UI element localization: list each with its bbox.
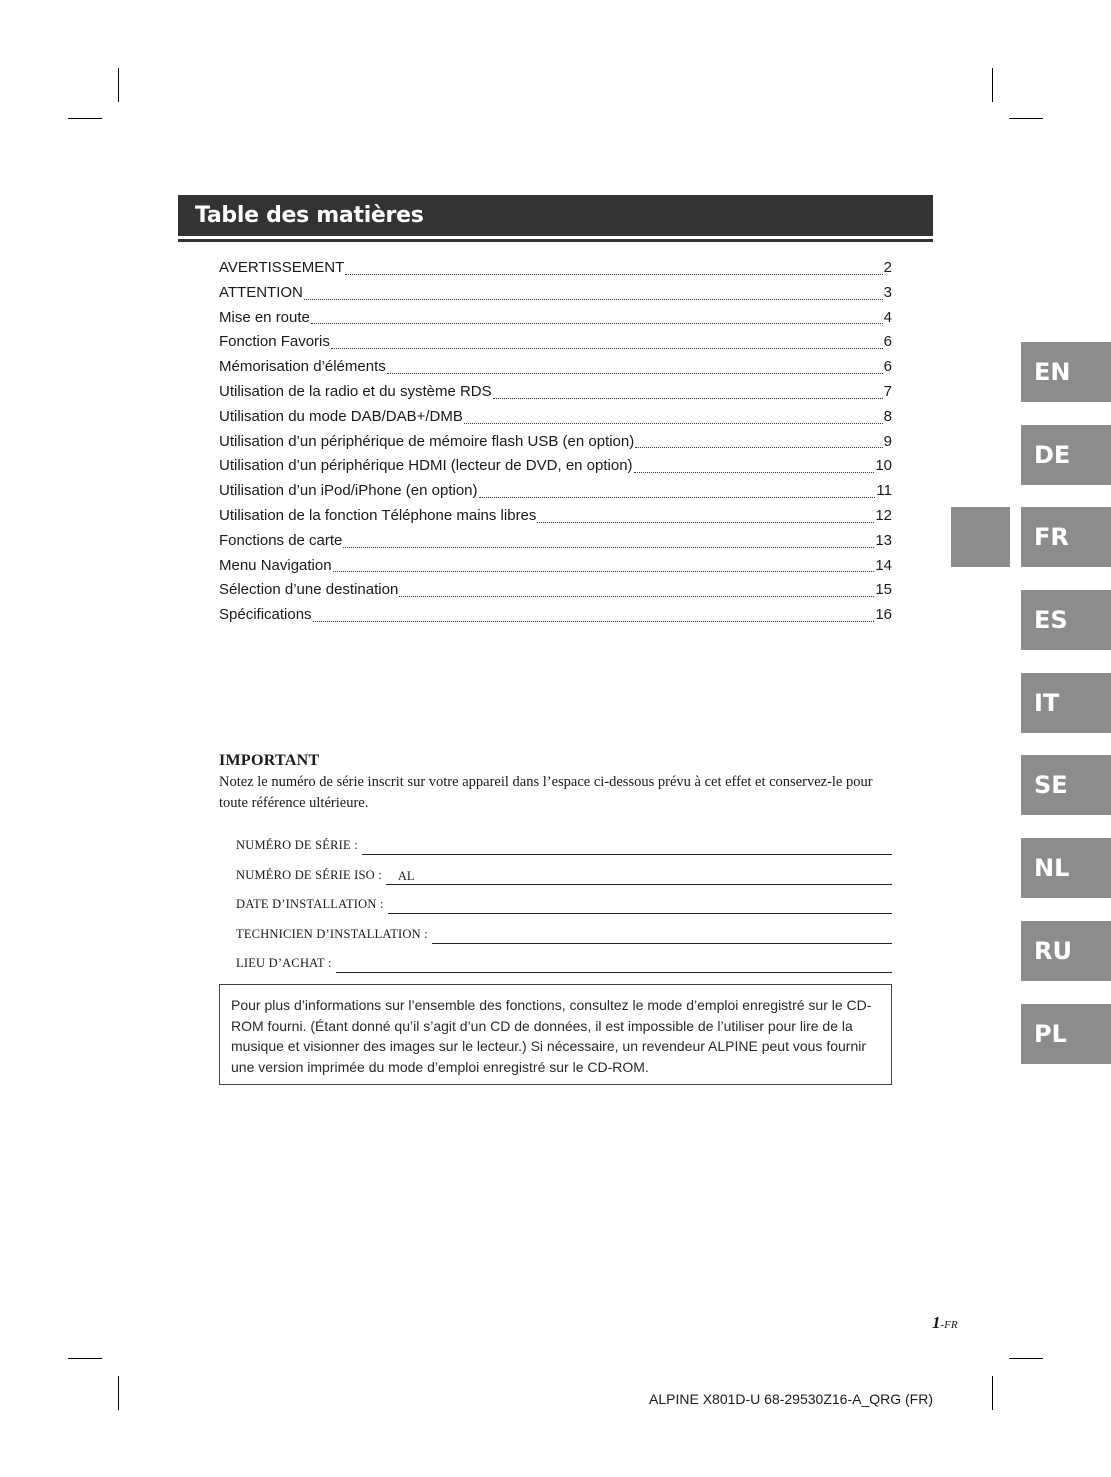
toc-entry-label: Utilisation d’un périphérique HDMI (lecteur de DVD, en option)	[219, 457, 633, 475]
toc-entry-label: Spécifications	[219, 606, 312, 624]
toc-entry[interactable]	[219, 504, 892, 529]
toc-entry[interactable]	[219, 430, 892, 455]
toc-entry-page: 4	[883, 308, 892, 326]
toc-entry-label: Menu Navigation	[219, 556, 332, 574]
page-number	[932, 1313, 958, 1333]
field-write-line[interactable]	[362, 839, 892, 855]
language-tab-ru[interactable]: RU	[1021, 921, 1111, 981]
toc-entry-label: Utilisation de la fonction Téléphone mains libres	[219, 506, 537, 524]
important-section	[219, 752, 892, 814]
toc-leader-dots	[464, 422, 883, 424]
toc-entry[interactable]	[219, 405, 892, 430]
toc-leader-dots	[345, 273, 882, 275]
table-of-contents	[219, 256, 892, 628]
toc-leader-dots	[537, 521, 874, 523]
title-underline	[178, 239, 933, 242]
toc-entry-label: Utilisation d’un iPod/iPhone (en option)	[219, 482, 478, 500]
toc-entry-page: 13	[875, 531, 892, 549]
toc-entry[interactable]	[219, 281, 892, 306]
toc-entry-page: 12	[875, 506, 892, 524]
toc-entry-page: 11	[876, 482, 892, 500]
toc-leader-dots	[399, 595, 874, 597]
language-tab-nl[interactable]: NL	[1021, 838, 1111, 898]
toc-entry[interactable]	[219, 454, 892, 479]
toc-entry-page: 10	[875, 457, 892, 475]
important-heading: IMPORTANT	[219, 752, 320, 769]
crop-mark	[1009, 1358, 1043, 1359]
language-tab-it[interactable]: IT	[1021, 673, 1111, 733]
toc-leader-dots	[493, 397, 883, 399]
toc-leader-dots	[387, 372, 883, 374]
toc-leader-dots	[333, 570, 875, 572]
language-tab-en[interactable]: EN	[1021, 342, 1111, 402]
language-tab-de[interactable]: DE	[1021, 425, 1111, 485]
crop-mark	[68, 118, 102, 119]
toc-entry[interactable]	[219, 256, 892, 281]
field-label: NUMÉRO DE SÉRIE ISO :	[236, 867, 382, 882]
toc-entry-label: Mise en route	[219, 308, 310, 326]
crop-mark	[992, 1376, 993, 1410]
toc-leader-dots	[635, 446, 882, 448]
language-tab-pl[interactable]: PL	[1021, 1004, 1111, 1064]
language-tab-se[interactable]: SE	[1021, 755, 1111, 815]
current-language-marker	[951, 507, 1010, 567]
field-write-line[interactable]: AL	[386, 869, 892, 885]
page-number-value: 1	[932, 1313, 941, 1332]
toc-entry[interactable]	[219, 306, 892, 331]
registration-field	[236, 855, 892, 884]
crop-mark	[1009, 118, 1043, 119]
toc-entry-page: 14	[875, 556, 892, 574]
crop-mark	[68, 1358, 102, 1359]
toc-entry-label: Utilisation de la radio et du système RDS	[219, 382, 492, 400]
toc-entry[interactable]	[219, 603, 892, 628]
field-write-line[interactable]	[336, 957, 892, 973]
toc-leader-dots	[634, 471, 875, 473]
toc-entry[interactable]	[219, 380, 892, 405]
toc-entry-page: 8	[883, 407, 892, 425]
toc-title-bar	[178, 195, 933, 236]
crop-mark	[992, 68, 993, 102]
info-box: Pour plus d’informations sur l’ensemble des fonctions, consultez le mode d’emploi enregistré sur le CD-ROM fourni. (Étant donné qu’il s’agit d’un CD de données, il est impossible de l’utiliser pour lire de la musique et visionner des images sur le lecteur.) Si nécessaire, un revendeur ALPINE peut vous fournir une version imprimée du mode d’emploi enregistré sur le CD-ROM.	[219, 984, 892, 1085]
toc-entry-page: 7	[883, 382, 892, 400]
field-label: LIEU D’ACHAT :	[236, 955, 332, 970]
toc-entry[interactable]	[219, 554, 892, 579]
field-label: NUMÉRO DE SÉRIE :	[236, 838, 358, 853]
field-label: DATE D’INSTALLATION :	[236, 897, 384, 912]
page-title: Table des matières	[195, 203, 424, 228]
toc-entry-label: Fonctions de carte	[219, 531, 343, 549]
toc-entry-page: 3	[883, 283, 892, 301]
registration-field	[236, 944, 892, 973]
toc-leader-dots	[311, 322, 883, 324]
toc-entry-page: 16	[875, 606, 892, 624]
toc-entry-label: AVERTISSEMENT	[219, 259, 345, 276]
toc-entry[interactable]	[219, 355, 892, 380]
toc-entry-page: 6	[883, 333, 892, 351]
toc-entry[interactable]	[219, 529, 892, 554]
page-number-suffix: -FR	[940, 1319, 958, 1331]
toc-entry-page: 9	[883, 432, 892, 450]
toc-entry[interactable]	[219, 479, 892, 504]
toc-entry-label: Sélection d’une destination	[219, 581, 399, 599]
toc-entry-label: ATTENTION	[219, 283, 303, 301]
toc-entry-page: 15	[875, 581, 892, 599]
registration-fields	[236, 826, 892, 973]
toc-entry-label: Utilisation d’un périphérique de mémoire flash USB (en option)	[219, 432, 635, 450]
important-text: Notez le numéro de série inscrit sur votre appareil dans l’espace ci-dessous prévu à cet effet et conservez-le pour toute référence ultérieure.	[219, 774, 873, 811]
toc-entry-page: 6	[883, 358, 892, 376]
field-write-line[interactable]	[432, 928, 892, 944]
toc-entry-label: Utilisation du mode DAB/DAB+/DMB	[219, 407, 463, 425]
toc-leader-dots	[331, 347, 883, 349]
toc-entry-label: Fonction Favoris	[219, 333, 330, 351]
toc-entry-label: Mémorisation d’éléments	[219, 358, 386, 376]
toc-entry[interactable]	[219, 330, 892, 355]
registration-field	[236, 914, 892, 943]
toc-leader-dots	[304, 298, 883, 300]
registration-field	[236, 826, 892, 855]
language-tab-es[interactable]: ES	[1021, 590, 1111, 650]
footer-reference: ALPINE X801D-U 68-29530Z16-A_QRG (FR)	[649, 1391, 933, 1407]
toc-entry-page: 2	[883, 259, 892, 276]
field-write-line[interactable]	[388, 898, 892, 914]
toc-leader-dots	[343, 546, 874, 548]
crop-mark	[118, 68, 119, 102]
field-label: TECHNICIEN D’INSTALLATION :	[236, 926, 428, 941]
crop-mark	[118, 1376, 119, 1410]
registration-field	[236, 885, 892, 914]
toc-entry[interactable]	[219, 578, 892, 603]
language-tab-fr[interactable]: FR	[1021, 507, 1111, 567]
toc-leader-dots	[479, 496, 876, 498]
toc-leader-dots	[313, 620, 875, 622]
